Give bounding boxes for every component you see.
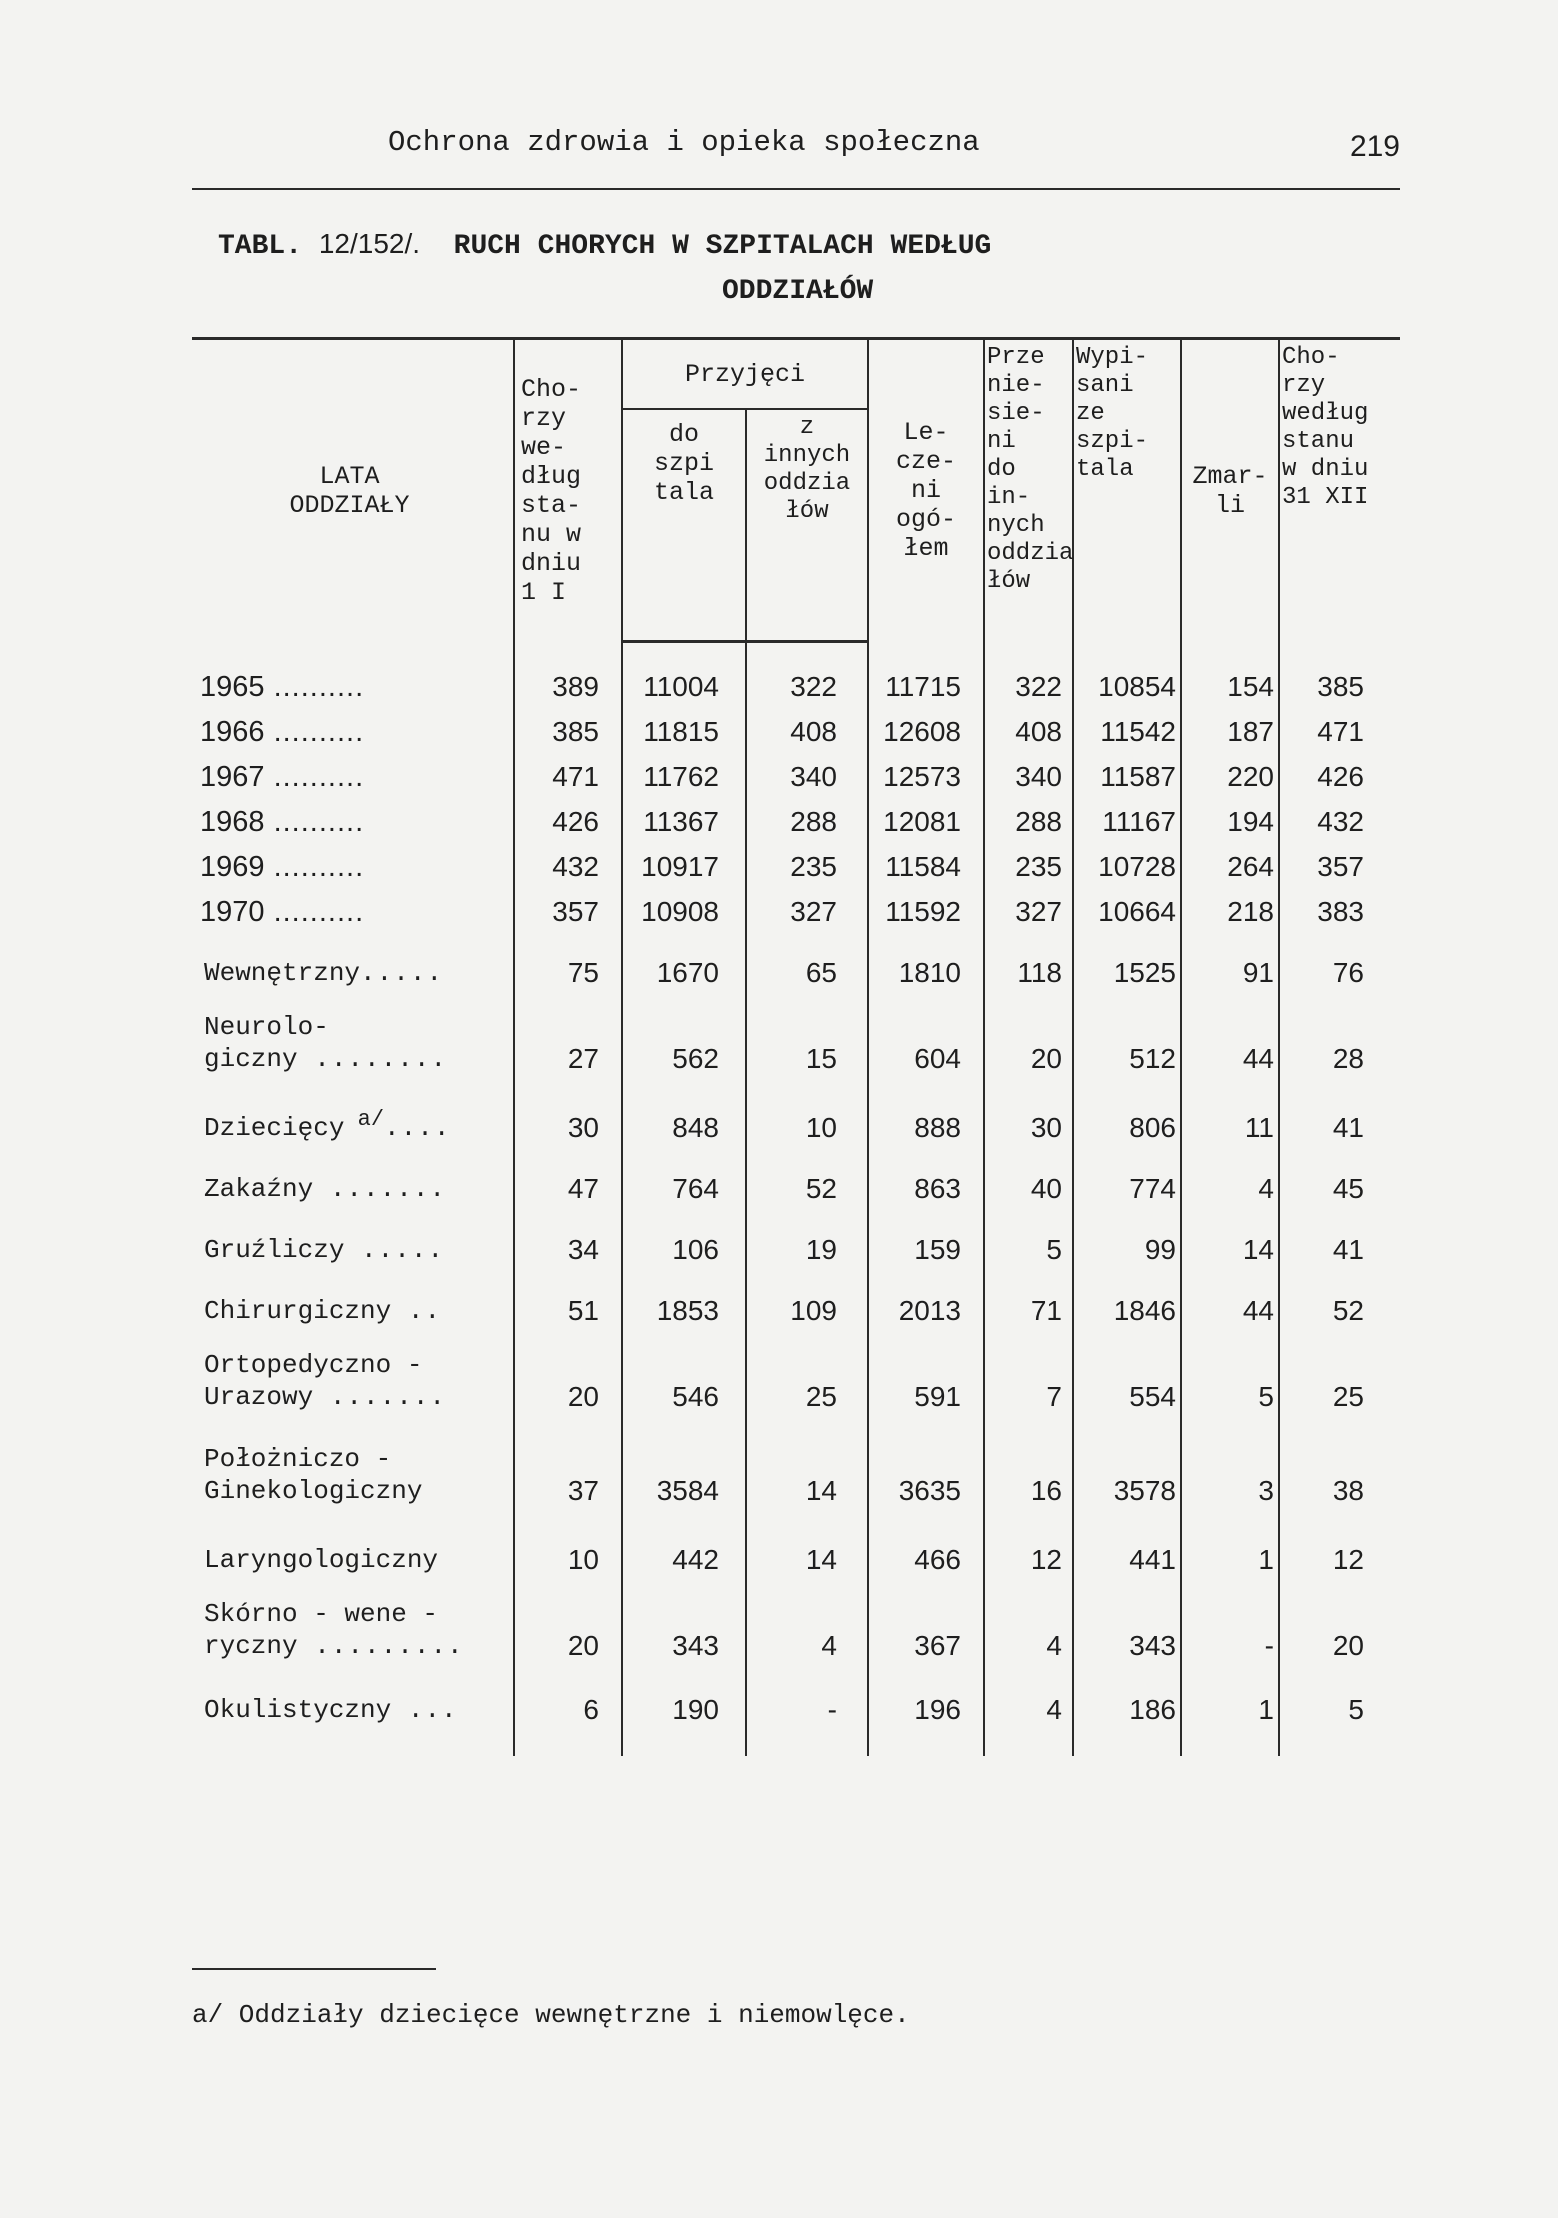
leader-dots: ....... [313, 1382, 447, 1412]
cell-admitted-to-hospital: 10917 [622, 838, 746, 883]
row-label-text: 1968 [200, 806, 265, 838]
cell-admitted-to-hospital: 3584 [622, 1421, 746, 1515]
cell-discharged: 774 [1073, 1144, 1181, 1205]
cell-end-of-year: 383 [1279, 883, 1400, 928]
row-label-text: 1966 [200, 716, 265, 748]
cell-end-of-year: 426 [1279, 748, 1400, 793]
cell-transferred: 12 [984, 1515, 1073, 1576]
header-discharged: Wypi- sani ze szpi- tala [1073, 339, 1181, 642]
year-row [192, 838, 1400, 883]
cell-treated-total: 888 [868, 1083, 984, 1144]
cell-discharged: 11542 [1073, 703, 1181, 748]
cell-start-of-year: 426 [514, 793, 622, 838]
row-label-text: Laryngologiczny [204, 1545, 439, 1575]
leader-dots: .... [384, 1113, 451, 1143]
row-label [192, 1083, 514, 1144]
header-admitted-to-hospital: do szpi tala [622, 409, 746, 642]
cell-end-of-year: 357 [1279, 838, 1400, 883]
header-transferred: Prze nie- sie- ni do in- nych oddzia łów [984, 339, 1073, 642]
cell-start-of-year: 471 [514, 748, 622, 793]
row-label [192, 1266, 514, 1327]
year-row [192, 703, 1400, 748]
cell-treated-total: 12608 [868, 703, 984, 748]
cell-discharged: 10854 [1073, 642, 1181, 704]
cell-admitted-to-hospital: 10908 [622, 883, 746, 928]
cell-deceased: 220 [1181, 748, 1279, 793]
row-label [192, 838, 514, 883]
row-label-text: 1965 [200, 671, 265, 703]
table-title-text: RUCH CHORYCH W SZPITALACH WEDŁUG [453, 231, 992, 262]
cell-deceased: 1 [1181, 1670, 1279, 1756]
page-number: 219 [1349, 130, 1400, 163]
cell-discharged: 11167 [1073, 793, 1181, 838]
cell-admitted-from-other-wards: 10 [746, 1083, 868, 1144]
ward-row [192, 1421, 1400, 1515]
row-label [192, 703, 514, 748]
cell-treated-total: 604 [868, 989, 984, 1083]
cell-admitted-from-other-wards: - [746, 1670, 868, 1756]
cell-start-of-year: 30 [514, 1083, 622, 1144]
cell-start-of-year: 432 [514, 838, 622, 883]
cell-end-of-year: 45 [1279, 1144, 1400, 1205]
cell-start-of-year: 37 [514, 1421, 622, 1515]
cell-deceased: 5 [1181, 1327, 1279, 1421]
ward-row [192, 1576, 1400, 1670]
cell-discharged: 10664 [1073, 883, 1181, 928]
cell-start-of-year: 385 [514, 703, 622, 748]
cell-treated-total: 367 [868, 1576, 984, 1670]
ward-row [192, 1266, 1400, 1327]
cell-start-of-year: 10 [514, 1515, 622, 1576]
cell-treated-total: 11584 [868, 838, 984, 883]
cell-end-of-year: 432 [1279, 793, 1400, 838]
cell-transferred: 40 [984, 1144, 1073, 1205]
cell-treated-total: 11715 [868, 642, 984, 704]
cell-admitted-to-hospital: 1853 [622, 1266, 746, 1327]
leader-dots: .......... [264, 761, 365, 793]
leader-dots: ..... [344, 1235, 445, 1265]
cell-deceased: 187 [1181, 703, 1279, 748]
cell-transferred: 322 [984, 642, 1073, 704]
cell-treated-total: 591 [868, 1327, 984, 1421]
header-treated-total: Le- cze- ni ogó- łem [868, 339, 984, 642]
cell-discharged: 1525 [1073, 928, 1181, 989]
leader-dots: ....... [313, 1174, 447, 1204]
cell-admitted-from-other-wards: 4 [746, 1576, 868, 1670]
cell-transferred: 118 [984, 928, 1073, 989]
year-row [192, 748, 1400, 793]
cell-end-of-year: 76 [1279, 928, 1400, 989]
cell-start-of-year: 47 [514, 1144, 622, 1205]
cell-discharged: 554 [1073, 1327, 1181, 1421]
cell-transferred: 235 [984, 838, 1073, 883]
cell-treated-total: 12081 [868, 793, 984, 838]
cell-deceased: 194 [1181, 793, 1279, 838]
cell-treated-total: 11592 [868, 883, 984, 928]
cell-start-of-year: 6 [514, 1670, 622, 1756]
row-label-text: Dziecięcy [204, 1113, 345, 1143]
cell-discharged: 441 [1073, 1515, 1181, 1576]
row-label-text: Okulistyczny [204, 1695, 392, 1725]
leader-dots: ........ [297, 1044, 448, 1074]
cell-discharged: 99 [1073, 1205, 1181, 1266]
table-title-line-1 [218, 228, 991, 262]
leader-dots: .......... [264, 851, 365, 883]
cell-discharged: 186 [1073, 1670, 1181, 1756]
cell-discharged: 806 [1073, 1083, 1181, 1144]
cell-end-of-year: 41 [1279, 1083, 1400, 1144]
cell-admitted-from-other-wards: 288 [746, 793, 868, 838]
cell-end-of-year: 38 [1279, 1421, 1400, 1515]
cell-treated-total: 863 [868, 1144, 984, 1205]
cell-end-of-year: 385 [1279, 642, 1400, 704]
cell-admitted-from-other-wards: 408 [746, 703, 868, 748]
row-label [192, 1421, 514, 1515]
cell-discharged: 3578 [1073, 1421, 1181, 1515]
year-row [192, 642, 1400, 704]
cell-admitted-from-other-wards: 340 [746, 748, 868, 793]
cell-admitted-to-hospital: 190 [622, 1670, 746, 1756]
row-label-text: Ortopedyczno - Urazowy [204, 1350, 423, 1412]
cell-treated-total: 1810 [868, 928, 984, 989]
cell-admitted-to-hospital: 11815 [622, 703, 746, 748]
header-rule [192, 188, 1400, 190]
row-label [192, 642, 514, 704]
table-title-line-2: ODDZIAŁÓW [722, 276, 874, 307]
cell-admitted-to-hospital: 764 [622, 1144, 746, 1205]
cell-transferred: 327 [984, 883, 1073, 928]
row-label-text: Położniczo - Ginekologiczny [204, 1444, 423, 1506]
cell-discharged: 11587 [1073, 748, 1181, 793]
cell-transferred: 5 [984, 1205, 1073, 1266]
leader-dots: .......... [264, 896, 365, 928]
row-label [192, 748, 514, 793]
cell-start-of-year: 20 [514, 1576, 622, 1670]
row-label [192, 928, 514, 989]
row-label [192, 1515, 514, 1576]
row-label [192, 989, 514, 1083]
table-number: 12/152/. [318, 228, 421, 259]
cell-admitted-from-other-wards: 25 [746, 1327, 868, 1421]
header-deceased: Zmar- li [1181, 339, 1279, 642]
cell-deceased: 11 [1181, 1083, 1279, 1144]
cell-deceased: 44 [1181, 989, 1279, 1083]
row-label-text: Skórno - wene - ryczny [204, 1599, 439, 1661]
cell-end-of-year: 12 [1279, 1515, 1400, 1576]
year-row [192, 793, 1400, 838]
row-label [192, 793, 514, 838]
footnote-rule [192, 1968, 436, 1970]
leader-dots: .......... [264, 806, 365, 838]
cell-deceased: 154 [1181, 642, 1279, 704]
cell-treated-total: 466 [868, 1515, 984, 1576]
leader-dots: ..... [360, 958, 444, 988]
cell-admitted-from-other-wards: 322 [746, 642, 868, 704]
cell-admitted-to-hospital: 11004 [622, 642, 746, 704]
footnote: a/ Oddziały dziecięce wewnętrzne i niemowlęce. [192, 2000, 910, 2030]
row-label-text: Chirurgiczny [204, 1296, 392, 1326]
cell-treated-total: 3635 [868, 1421, 984, 1515]
cell-treated-total: 159 [868, 1205, 984, 1266]
row-label-text: 1969 [200, 851, 265, 883]
cell-admitted-to-hospital: 11762 [622, 748, 746, 793]
cell-admitted-from-other-wards: 15 [746, 989, 868, 1083]
row-label [192, 883, 514, 928]
row-label [192, 1670, 514, 1756]
ward-row [192, 1205, 1400, 1266]
cell-deceased: 91 [1181, 928, 1279, 989]
cell-transferred: 7 [984, 1327, 1073, 1421]
cell-admitted-from-other-wards: 109 [746, 1266, 868, 1327]
cell-transferred: 71 [984, 1266, 1073, 1327]
cell-admitted-to-hospital: 1670 [622, 928, 746, 989]
row-label-text: 1970 [200, 896, 265, 928]
cell-discharged: 10728 [1073, 838, 1181, 883]
cell-deceased: 4 [1181, 1144, 1279, 1205]
cell-start-of-year: 357 [514, 883, 622, 928]
cell-start-of-year: 51 [514, 1266, 622, 1327]
ward-row [192, 1515, 1400, 1576]
cell-discharged: 343 [1073, 1576, 1181, 1670]
ward-row [192, 1670, 1400, 1756]
row-label-text: 1967 [200, 761, 265, 793]
cell-deceased: - [1181, 1576, 1279, 1670]
cell-treated-total: 2013 [868, 1266, 984, 1327]
ward-row [192, 989, 1400, 1083]
cell-admitted-from-other-wards: 14 [746, 1515, 868, 1576]
cell-admitted-from-other-wards: 19 [746, 1205, 868, 1266]
table-body [192, 642, 1400, 1757]
cell-end-of-year: 471 [1279, 703, 1400, 748]
cell-deceased: 1 [1181, 1515, 1279, 1576]
cell-end-of-year: 5 [1279, 1670, 1400, 1756]
cell-transferred: 4 [984, 1576, 1073, 1670]
cell-admitted-to-hospital: 343 [622, 1576, 746, 1670]
cell-transferred: 16 [984, 1421, 1073, 1515]
row-label [192, 1205, 514, 1266]
cell-deceased: 14 [1181, 1205, 1279, 1266]
cell-start-of-year: 27 [514, 989, 622, 1083]
row-label [192, 1327, 514, 1421]
year-row [192, 883, 1400, 928]
row-label-text: Gruźliczy [204, 1235, 345, 1265]
cell-discharged: 512 [1073, 989, 1181, 1083]
cell-admitted-from-other-wards: 327 [746, 883, 868, 928]
leader-dots: ......... [297, 1631, 464, 1661]
cell-discharged: 1846 [1073, 1266, 1181, 1327]
ward-row [192, 1083, 1400, 1144]
cell-end-of-year: 52 [1279, 1266, 1400, 1327]
leader-dots: .......... [264, 716, 365, 748]
header-end-of-year: Cho- rzy według stanu w dniu 31 XII [1279, 339, 1400, 642]
row-label-text: Neurolo- giczny [204, 1012, 329, 1074]
cell-admitted-from-other-wards: 52 [746, 1144, 868, 1205]
cell-deceased: 264 [1181, 838, 1279, 883]
cell-admitted-to-hospital: 11367 [622, 793, 746, 838]
cell-admitted-from-other-wards: 65 [746, 928, 868, 989]
page-header [192, 120, 1400, 163]
cell-start-of-year: 75 [514, 928, 622, 989]
cell-admitted-to-hospital: 848 [622, 1083, 746, 1144]
cell-deceased: 218 [1181, 883, 1279, 928]
ward-row [192, 1327, 1400, 1421]
header-start-of-year: Cho- rzy we- dług sta- nu w dniu 1 I [514, 339, 622, 642]
header-admitted-from-other-wards: z innych oddzia łów [746, 409, 868, 642]
cell-start-of-year: 20 [514, 1327, 622, 1421]
leader-dots: ... [391, 1695, 458, 1725]
cell-end-of-year: 28 [1279, 989, 1400, 1083]
leader-dots: .. [391, 1296, 442, 1326]
cell-admitted-to-hospital: 562 [622, 989, 746, 1083]
cell-admitted-from-other-wards: 235 [746, 838, 868, 883]
table-label: TABL. [218, 231, 303, 262]
cell-transferred: 30 [984, 1083, 1073, 1144]
cell-start-of-year: 34 [514, 1205, 622, 1266]
ward-row [192, 928, 1400, 989]
cell-admitted-from-other-wards: 14 [746, 1421, 868, 1515]
cell-end-of-year: 41 [1279, 1205, 1400, 1266]
cell-deceased: 44 [1181, 1266, 1279, 1327]
cell-transferred: 4 [984, 1670, 1073, 1756]
row-label-text: Zakaźny [204, 1174, 314, 1204]
row-label [192, 1576, 514, 1670]
cell-transferred: 340 [984, 748, 1073, 793]
row-label [192, 1144, 514, 1205]
cell-start-of-year: 389 [514, 642, 622, 704]
cell-end-of-year: 25 [1279, 1327, 1400, 1421]
cell-treated-total: 12573 [868, 748, 984, 793]
header-admitted-group: Przyjęci [622, 339, 868, 410]
row-label-text: Wewnętrzny [204, 958, 361, 988]
cell-transferred: 408 [984, 703, 1073, 748]
cell-end-of-year: 20 [1279, 1576, 1400, 1670]
cell-deceased: 3 [1181, 1421, 1279, 1515]
running-title: Ochrona zdrowia i opieka społeczna [388, 126, 980, 159]
cell-admitted-to-hospital: 442 [622, 1515, 746, 1576]
cell-transferred: 20 [984, 989, 1073, 1083]
leader-dots: .......... [264, 671, 365, 703]
stub-header: LATA ODDZIAŁY [192, 339, 514, 642]
cell-transferred: 288 [984, 793, 1073, 838]
hospital-patients-table [192, 337, 1400, 1756]
cell-admitted-to-hospital: 106 [622, 1205, 746, 1266]
footnote-marker: a/ [344, 1107, 385, 1132]
cell-admitted-to-hospital: 546 [622, 1327, 746, 1421]
ward-row [192, 1144, 1400, 1205]
cell-treated-total: 196 [868, 1670, 984, 1756]
